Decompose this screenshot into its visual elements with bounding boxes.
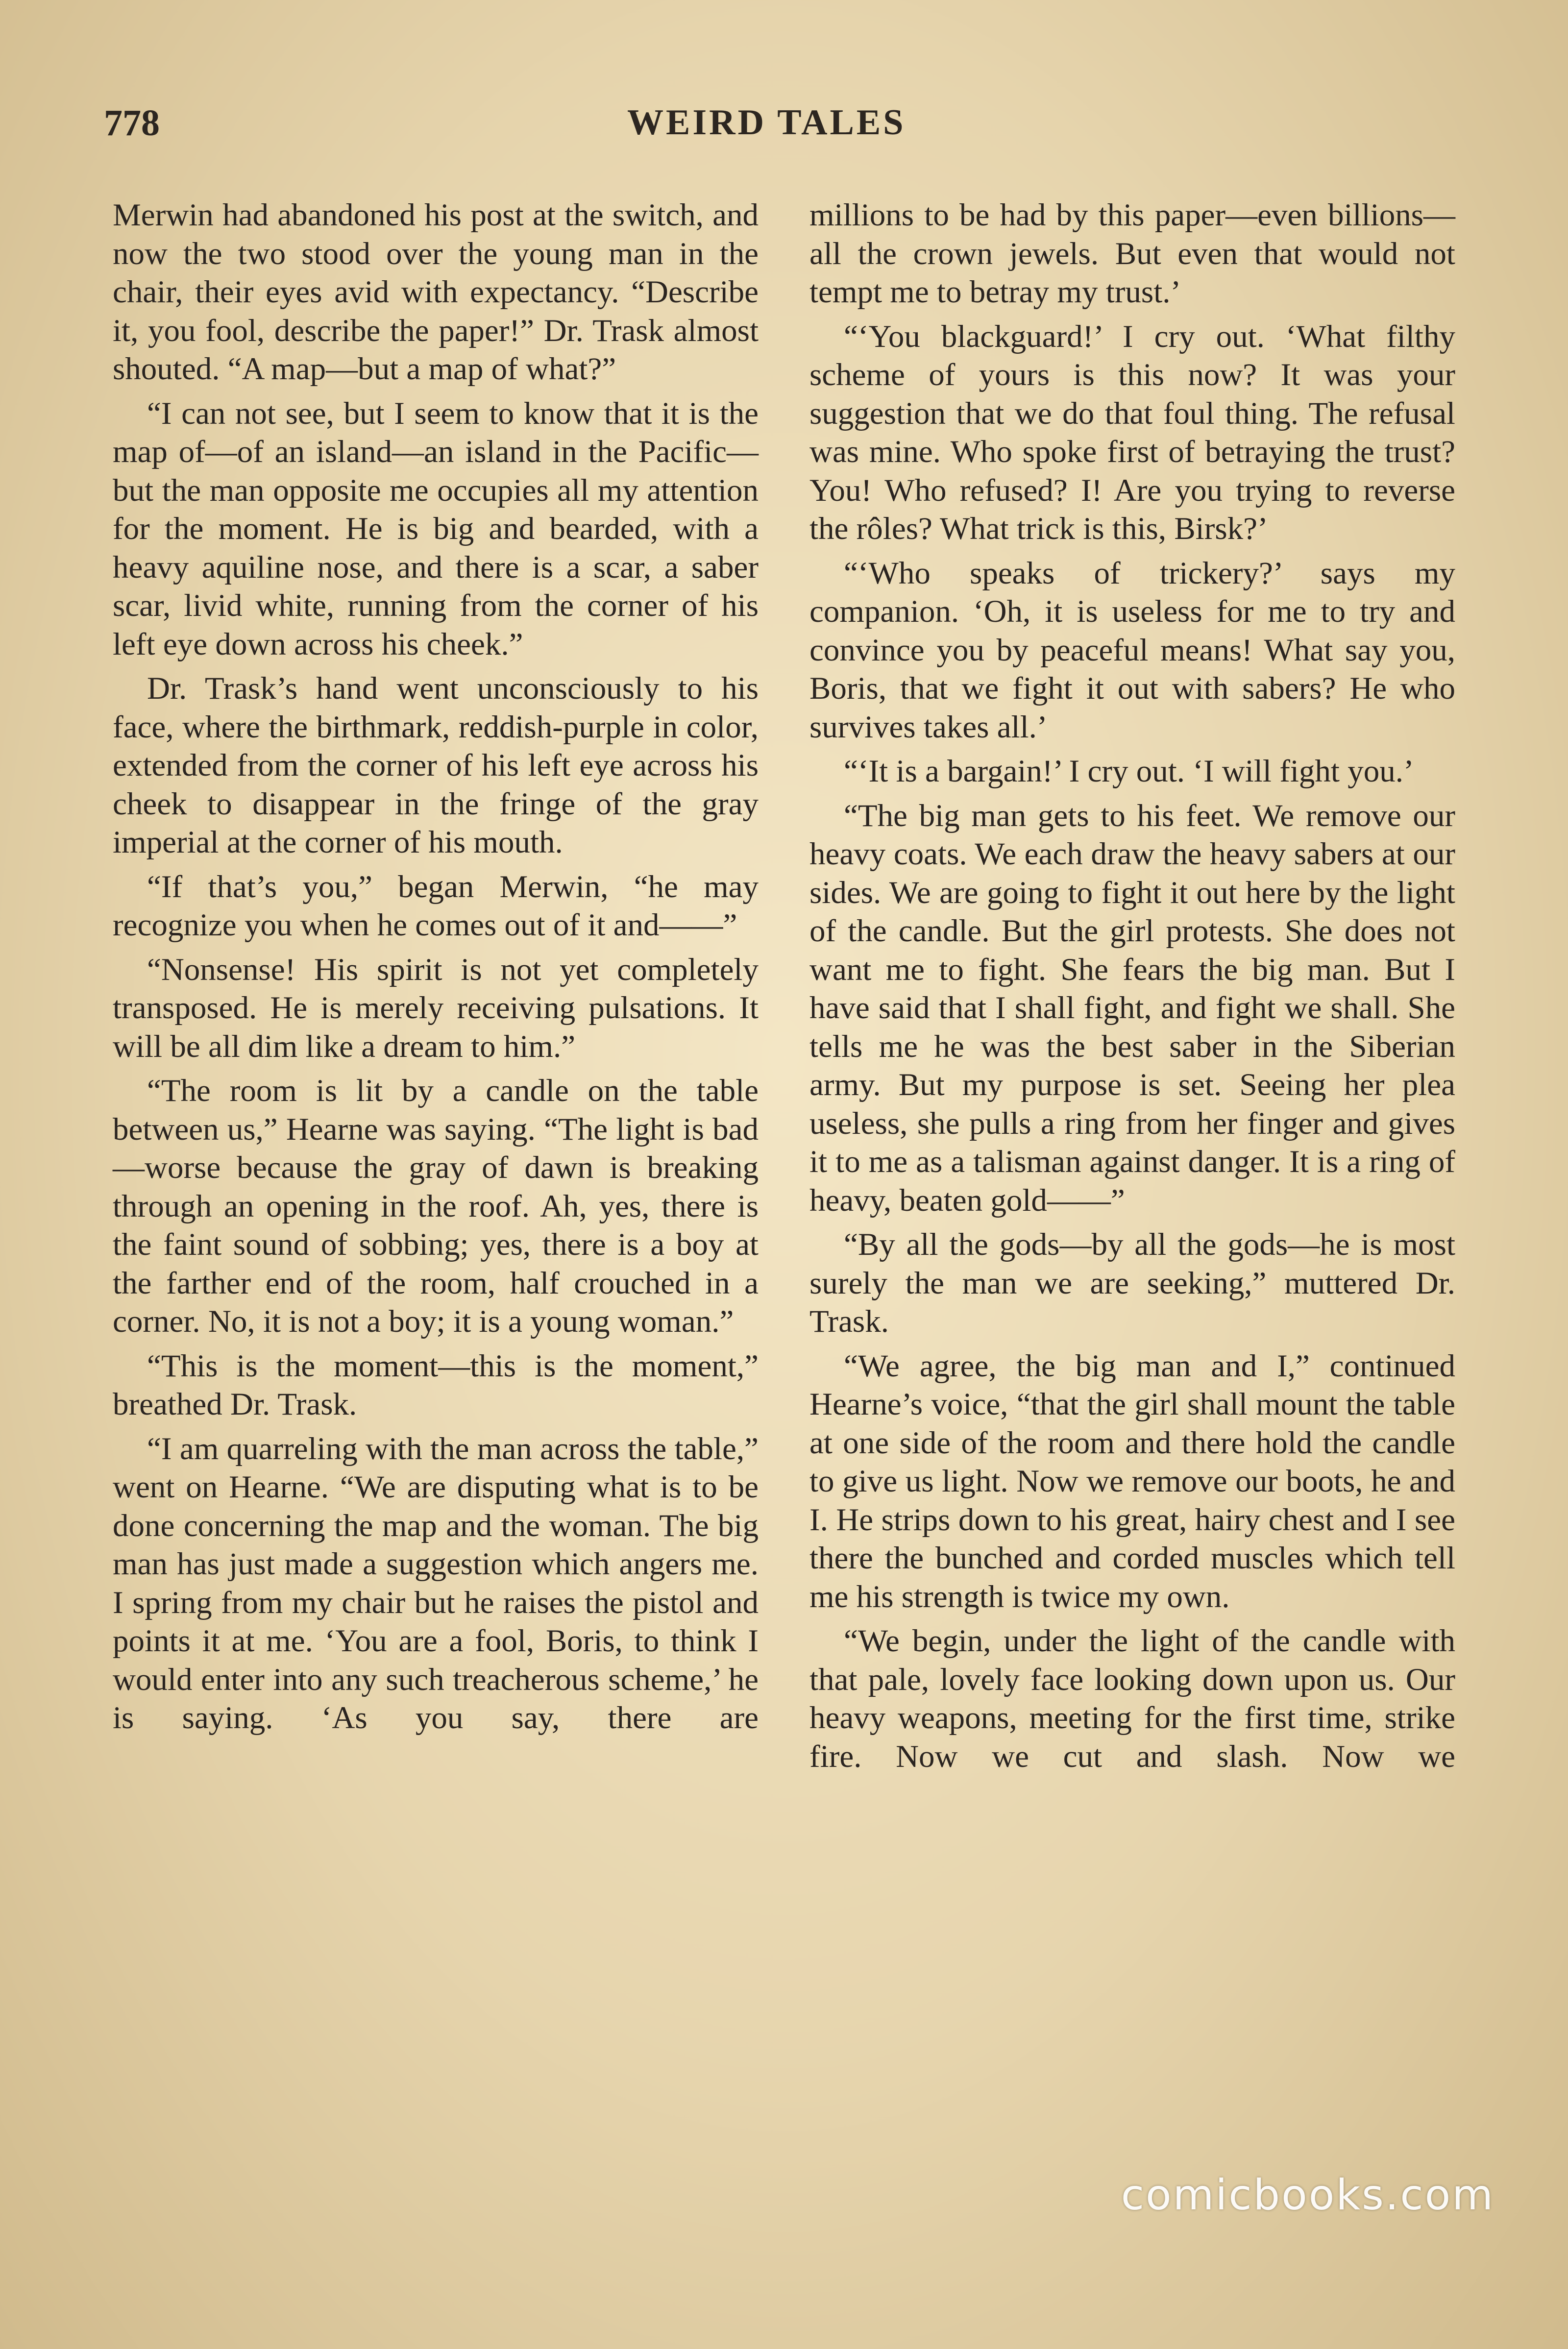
paragraph: “We agree, the big man and I,” continued Hearne’s voice, “that the girl shall mount the table at one side of the room and there hold the candle to give us light. Now we remove our boots, he and I. He strips down to his great, hairy chest and I see there the bunched and corded muscles which tell me his strength is twice my own. bbox=[809, 1348, 1455, 1615]
paragraph: “We begin, under the light of the candle with that pale, lovely face looking down upon us. Our heavy weapons, meeting for the first time, strike fire. Now we cut and slash. Now we bbox=[809, 1623, 1455, 1774]
paragraph: “I am quarreling with the man across the table,” went on Hearne. “We are disputing what is to be done concerning the map and the woman. The big man has just made a suggestion which angers me. I spring from my chair but he raises the pistol and points it at me. ‘You are a fool, Boris, to think I would enter into any such treacherous scheme,’ he is saying. ‘As you say, there are bbox=[113, 1431, 759, 1736]
watermark: comicbooks.com bbox=[1121, 2171, 1494, 2220]
page-number: 778 bbox=[104, 102, 160, 144]
paragraph: “The big man gets to his feet. We remove our heavy coats. We each draw the heavy sabers at our sides. We are going to fight it out here by the light of the candle. But the girl protests. She does not want me to fight. She fears the big man. But I have said that I shall fight, and fight we shall. She tells me he was the best saber in the Siberian army. But my purpose is set. Seeing her plea useless, she pulls a ring from her finger and gives it to me as a talisman against danger. It is a ring of heavy, beaten gold——” bbox=[809, 798, 1455, 1218]
paragraph: millions to be had by this paper—even billions—all the crown jewels. But even that would not tempt me to betray my trust.’ bbox=[809, 197, 1455, 310]
paragraph: “By all the gods—by all the gods—he is most surely the man we are seeking,” muttered Dr. Trask. bbox=[809, 1227, 1455, 1339]
right-column bbox=[809, 196, 1455, 1782]
paragraph: “The room is lit by a candle on the table between us,” Hearne was saying. “The light is bad—worse because the gray of dawn is breaking through an opening in the roof. Ah, yes, there is the faint sound of sobbing; yes, there is a boy at the farther end of the room, half crouched in a corner. No, it is not a boy; it is a young woman.” bbox=[113, 1073, 759, 1339]
paragraph: “This is the moment—this is the moment,” breathed Dr. Trask. bbox=[113, 1348, 759, 1422]
paragraph: Merwin had abandoned his post at the switch, and now the two stood over the young man in the chair, their eyes avid with expectancy. “Describe it, you fool, describe the paper!” Dr. Trask almost shouted. “A map—but a map of what?” bbox=[113, 197, 759, 387]
running-head: WEIRD TALES bbox=[627, 102, 906, 143]
paragraph: Dr. Trask’s hand went unconsciously to his face, where the birthmark, reddish-purple in color, extended from the corner of his left eye across his cheek to disappear in the fringe of the gray imperial at the corner of his mouth. bbox=[113, 671, 759, 860]
paragraph: “‘Who speaks of trickery?’ says my companion. ‘Oh, it is useless for me to try and convince you by peaceful means! What say you, Boris, that we fight it out with sabers? He who survives takes all.’ bbox=[809, 555, 1455, 745]
left-column bbox=[113, 196, 759, 1743]
paragraph: “I can not see, but I seem to know that it is the map of—of an island—an island in the Pacific—but the man opposite me occupies all my attention for the moment. He is big and bearded, with a heavy aquiline nose, and there is a scar, a saber scar, livid white, running from the corner of his left eye down across his cheek.” bbox=[113, 395, 759, 662]
paragraph: “If that’s you,” began Merwin, “he may recognize you when he comes out of it and——” bbox=[113, 869, 759, 943]
paragraph: “‘It is a bargain!’ I cry out. ‘I will fight you.’ bbox=[844, 754, 1414, 789]
paragraph: “‘You blackguard!’ I cry out. ‘What filthy scheme of yours is this now? It was your suggestion that we do that foul thing. The refusal was mine. Who spoke first of betraying the trust? You! Who refused? I! Are you trying to reverse the rôles? What trick is this, Birsk?’ bbox=[809, 318, 1455, 546]
paragraph: “Nonsense! His spirit is not yet completely transposed. He is merely receiving pulsations. It will be all dim like a dream to him.” bbox=[113, 952, 759, 1064]
